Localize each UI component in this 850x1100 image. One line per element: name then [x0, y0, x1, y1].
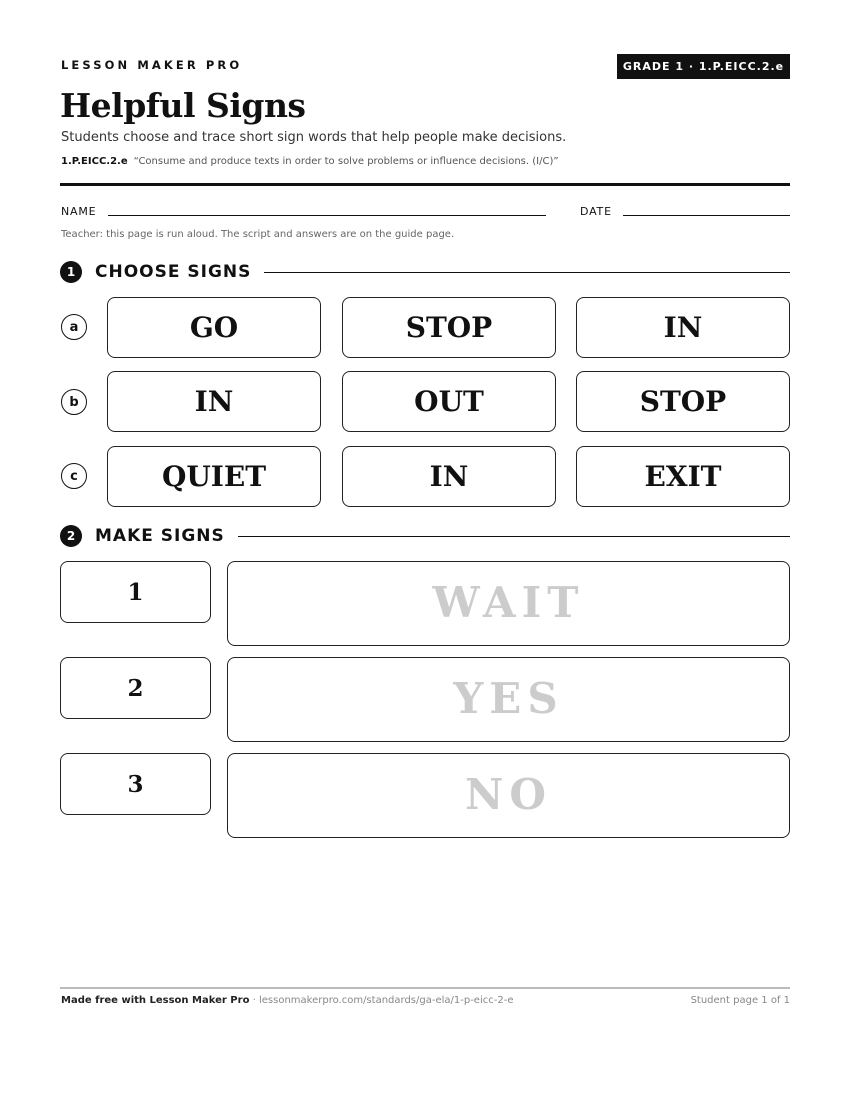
sign-choice-card[interactable]: IN [107, 371, 321, 432]
teacher-note: Teacher: this page is run aloud. The script and answers are on the guide page. [61, 229, 455, 240]
standard-line [61, 156, 559, 167]
row-label-b: b [61, 389, 87, 415]
date-label: DATE [580, 205, 612, 218]
sign-choice-card[interactable]: IN [342, 446, 556, 507]
sign-number-card: 1 [60, 561, 211, 623]
section-title: MAKE SIGNS [95, 526, 225, 546]
section-rule [238, 536, 790, 537]
row-label-a: a [61, 314, 87, 340]
sign-number-card: 2 [60, 657, 211, 719]
row-label-c: c [61, 463, 87, 489]
sign-number-card: 3 [60, 753, 211, 815]
footer-page-number: Student page 1 of 1 [690, 995, 790, 1006]
trace-word-box[interactable]: YES [227, 657, 790, 742]
date-field[interactable] [623, 215, 790, 216]
standard-description: “Consume and produce texts in order to solve problems or influence decisions. (I/C)” [133, 156, 559, 167]
worksheet-subtitle: Students choose and trace short sign words that help people make decisions. [61, 130, 567, 145]
trace-word-box[interactable]: WAIT [227, 561, 790, 646]
footer-made-with: Made free with Lesson Maker Pro [61, 995, 250, 1006]
sign-choice-card[interactable]: STOP [342, 297, 556, 358]
brand-name: LESSON MAKER PRO [61, 58, 243, 72]
sign-choice-card[interactable]: OUT [342, 371, 556, 432]
worksheet-title: Helpful Signs [60, 86, 306, 125]
name-field[interactable] [108, 215, 546, 216]
section-rule [264, 272, 790, 273]
footer-divider [60, 987, 790, 989]
section-number-badge: 2 [60, 525, 82, 547]
trace-word-box[interactable]: NO [227, 753, 790, 838]
name-label: NAME [61, 205, 97, 218]
grade-standard-badge: GRADE 1 · 1.P.EICC.2.e [617, 54, 790, 79]
section-title: CHOOSE SIGNS [95, 262, 252, 282]
standard-code: 1.P.EICC.2.e [61, 156, 128, 167]
footer-credit [61, 995, 513, 1006]
sign-choice-card[interactable]: GO [107, 297, 321, 358]
sign-choice-card[interactable]: QUIET [107, 446, 321, 507]
sign-choice-card[interactable]: EXIT [576, 446, 790, 507]
sign-choice-card[interactable]: IN [576, 297, 790, 358]
section-choose-signs-header [60, 259, 790, 285]
section-make-signs-header [60, 523, 790, 549]
sign-choice-card[interactable]: STOP [576, 371, 790, 432]
footer-url[interactable]: · lessonmakerpro.com/standards/ga-ela/1-p-eicc-2-e [249, 995, 514, 1006]
section-number-badge: 1 [60, 261, 82, 283]
header-divider [60, 183, 790, 186]
